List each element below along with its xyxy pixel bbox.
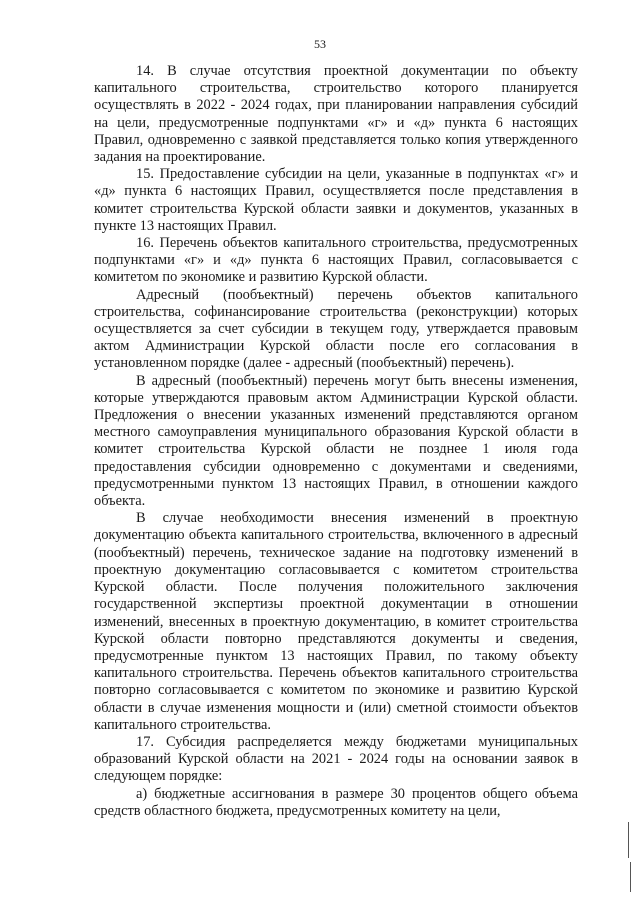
page-number: 53 <box>314 37 326 51</box>
paragraph-list-changes: В адресный (пообъектный) перечень могут быть внесены изменения, которые утверждаются правовым актом Администрации Курской области. Предложения о внесении указанных изменений представляются органом местного самоуправления муниципального образования Курской области в комитет строительства Курской области не позднее 1 июля года предоставления субсидии одновременно с документами и сведениями, предусмотренными пунктом 13 настоящих Правил, в отношении каждого объекта. <box>94 372 578 510</box>
paragraph-15: 15. Предоставление субсидии на цели, указанные в подпунктах «г» и «д» пункта 6 настоящих Правил, осуществляется после представления в комитет строительства Курской области заявки и документов, указанных в пункте 13 настоящих Правил. <box>94 166 578 234</box>
paragraph-16: 16. Перечень объектов капитального строительства, предусмотренных подпунктами «г» и «д» пункта 6 настоящих Правил, согласовывается с комитетом по экономике и развитию Курской области. <box>94 235 578 286</box>
scan-edge-mark <box>630 862 631 892</box>
paragraph-17: 17. Субсидия распределяется между бюджетами муниципальных образований Курской области на 2021 - 2024 годы на основании заявок в следующем порядке: <box>94 733 578 785</box>
paragraph-address-list: Адресный (пообъектный) перечень объектов капитального строительства, софинансирование строительства (реконструкции) которых осуществляется за счет субсидии в текущем году, утверждается правовым актом Администрации Курской области после его согласования в установленном порядке (далее - адресный (пообъектный) перечень). <box>94 286 578 372</box>
paragraph-project-changes: В случае необходимости внесения изменений в проектную документацию объекта капитального строительства, включенного в адресный (пообъектный) перечень, техническое задание на подготовку изменений в проектную документацию согласовывается с комитетом строительства Курской области. После получения положительного заключения государственной экспертизы проектной документации в отношении изменений, внесенных в проектную документацию, в комитет строительства Курской области повторно представляются документы и сведения, предусмотренные пунктом 13 настоящих Правил, по такому объекту капитального строительства. Перечень объектов капитального строительства повторно согласовывается с комитетом по экономике и развитию Курской области в случае изменения мощности и (или) сметной стоимости объектов капитального строительства. <box>94 510 578 733</box>
scan-edge-mark <box>628 822 629 858</box>
paragraph-14: 14. В случае отсутствия проектной документации по объекту капитального строительства, строительство которого планируется осуществлять в 2022 - 2024 годах, при планировании направления субсидий на цели, предусмотренные подпунктами «г» и «д» пункта 6 настоящих Правил, одновременно с заявкой представляется только копия утвержденного задания на проектирование. <box>94 63 578 166</box>
document-body <box>94 63 578 820</box>
paragraph-17a: а) бюджетные ассигнования в размере 30 процентов общего объема средств областного бюджета, предусмотренных комитету на цели, <box>94 785 578 819</box>
